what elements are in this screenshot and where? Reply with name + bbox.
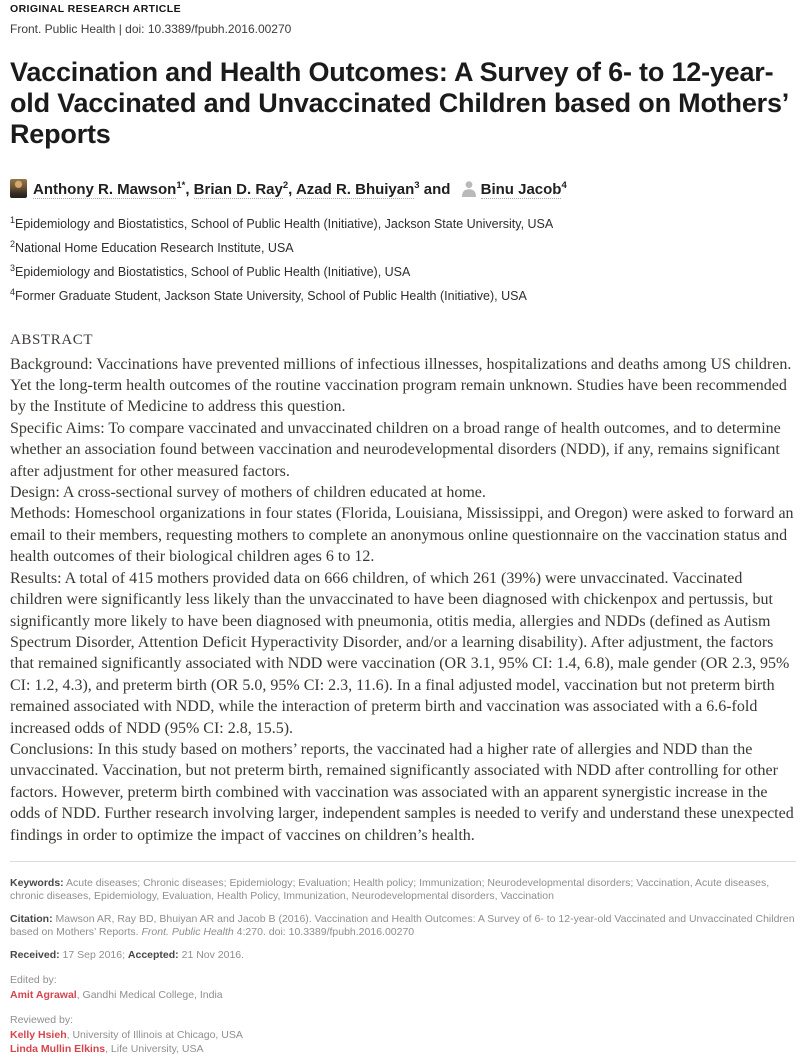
author-affil-ref: 1* [176, 180, 186, 191]
edited-by-label: Edited by: [10, 974, 57, 987]
abstract-paragraph-background: Background: Vaccinations have prevented millions of infectious illnesses, hospitalizations and deaths among US children. Yet the long-term health outcomes of the routine vaccination program remain unknown. Studies have been recommended by the Institute of Medicine to address this question. [10, 355, 792, 416]
abstract-paragraph-design: Design: A cross-sectional survey of mothers of children educated at home. [10, 484, 486, 502]
keywords-text: Acute diseases; Chronic diseases; Epidemiology; Evaluation; Health policy; Immunization; Neurodevelopmental disorders; Vaccination, Acute diseases, chronic diseases, Epidemiology, Evaluation, Health Policy, Immunization, Neurodevelopmental disorders, Vaccination [10, 876, 770, 903]
keywords-block [10, 877, 796, 904]
reviewed-by-block [10, 1014, 796, 1057]
reviewer-line [10, 1043, 796, 1057]
affiliation-text: National Home Education Research Institute, USA [15, 241, 294, 256]
reviewer-line [10, 1029, 796, 1043]
section-divider [10, 861, 796, 862]
received-label: Received: [10, 948, 60, 961]
keywords-label: Keywords: [10, 876, 64, 889]
abstract-heading: ABSTRACT [10, 331, 94, 348]
affiliations-list [10, 210, 796, 307]
citation-suffix: 4:270. doi: 10.3389/fpubh.2016.00270 [233, 926, 415, 939]
person-icon [461, 180, 477, 197]
article-meta [10, 877, 796, 1057]
authors-row [10, 175, 796, 201]
author-name [33, 181, 194, 198]
citation-label: Citation: [10, 912, 53, 925]
reviewer-link[interactable]: Kelly Hsieh [10, 1028, 67, 1041]
accepted-date: 21 Nov 2016. [178, 948, 245, 961]
abstract-paragraph-specific-aims: Specific Aims: To compare vaccinated and unvaccinated children on a broad range of health outcomes, and to determine whether an association found between vaccination and neurodevelopmental disorders (NDD), if any, remains significant after adjustment for other measured factors. [10, 419, 781, 480]
author-link[interactable]: Binu Jacob [480, 181, 562, 198]
author-link[interactable]: Azad R. Bhuiyan [295, 181, 415, 198]
affiliation-number: 2 [10, 239, 16, 250]
affiliation-text: Epidemiology and Biostatistics, School of Public Health (Initiative), USA [15, 265, 411, 280]
author-affil-ref: 3 [414, 180, 420, 191]
author-name [296, 181, 451, 198]
affiliation-line [10, 210, 796, 234]
abstract-paragraph-methods: Methods: Homeschool organizations in four states (Florida, Louisiana, Mississippi, and Oregon) were asked to forward an email to their members, requesting mothers to complete an anonymous online questionnaire on the vaccination status and health outcomes of their biological children ages 6 to 12. [10, 505, 794, 566]
citation-block [10, 913, 796, 940]
editor-link[interactable]: Amit Agrawal [10, 988, 77, 1001]
author-avatar [10, 179, 27, 198]
author-link[interactable]: Anthony R. Mawson [33, 181, 177, 198]
affiliation-line [10, 234, 796, 258]
editor-line [10, 989, 796, 1003]
author-separator: , [288, 181, 296, 198]
editor-affiliation: , Gandhi Medical College, India [76, 988, 223, 1001]
abstract-paragraph-results: Results: A total of 415 mothers provided data on 666 children, of which 261 (39%) were unvaccinated. Vaccinated children were significantly less likely than the unvaccinated to have been diagnosed with chickenpox and pertussis, but significantly more likely to have been diagnosed with pneumonia, otitis media, allergies and NDDs (defined as Autism Spectrum Disorder, Attention Deficit Hyperactivity Disorder, and/or a learning disability). After adjustment, the factors that remained significantly associated with NDD were vaccination (OR 3.1, 95% CI: 1.4, 6.8), male gender (OR 2.3, 95% CI: 1.2, 4.3), and preterm birth (OR 5.0, 95% CI: 2.3, 11.6). In a final adjusted model, vaccination but not preterm birth remained associated with NDD, while the interaction of preterm birth and vaccination was associated with a 6.6-fold increased odds of NDD (95% CI: 2.8, 15.5). [10, 569, 790, 737]
dates-block [10, 949, 796, 963]
author-affil-ref: 2 [282, 180, 289, 191]
journal-doi-line: Front. Public Health | doi: 10.3389/fpubh.2016.00270 [10, 22, 292, 36]
accepted-label: Accepted: [127, 948, 179, 961]
reviewed-by-label: Reviewed by: [10, 1014, 74, 1027]
abstract-paragraph-conclusions: Conclusions: In this study based on mothers’ reports, the vaccinated had a higher rate of allergies and NDD than the unvaccinated. Vaccination, but not preterm birth, remained significantly associated with NDD after controlling for other factors. However, preterm birth combined with vaccination was associated with an apparent synergistic increase in the odds of NDD. Further research involving larger, independent samples is needed to verify and understand these unexpected findings in order to optimize the impact of vaccines on children’s health. [10, 740, 794, 844]
article-type-label: ORIGINAL RESEARCH ARTICLE [10, 3, 182, 15]
affiliation-number: 3 [10, 263, 16, 274]
affiliation-line [10, 258, 796, 282]
author-link[interactable]: Brian D. Ray [193, 181, 283, 198]
affiliation-text: Former Graduate Student, Jackson State University, School of Public Health (Initiative), USA [15, 289, 527, 304]
author-separator: and [419, 181, 451, 198]
citation-journal-name: Front. Public Health [141, 926, 234, 939]
reviewer-affiliation: , Life University, USA [105, 1043, 204, 1056]
reviewer-affiliation: , University of Illinois at Chicago, USA [66, 1028, 243, 1041]
citation-text: Mawson AR, Ray BD, Bhuiyan AR and Jacob B (2016). Vaccination and Health Outcomes: A Survey of 6- to 12-year-old Vaccinated and Unvaccinated Children based on Mothers’ Reports. [10, 912, 795, 939]
author-name [194, 181, 296, 198]
affiliation-number: 1 [10, 215, 16, 225]
abstract-body [10, 354, 796, 846]
author-separator: , [185, 181, 194, 198]
author-name [481, 181, 567, 198]
affiliation-number: 4 [10, 287, 16, 298]
author-affil-ref: 4 [561, 180, 567, 191]
edited-by-block [10, 974, 796, 1002]
affiliation-text: Epidemiology and Biostatistics, School of Public Health (Initiative), Jackson State University, USA [15, 217, 554, 232]
affiliation-line [10, 282, 796, 306]
received-date: 17 Sep 2016; [59, 948, 128, 961]
page-title: Vaccination and Health Outcomes: A Survey of 6- to 12-year-old Vaccinated and Unvaccinated Children based on Mothers’ Reports [10, 57, 788, 149]
reviewer-link[interactable]: Linda Mullin Elkins [10, 1043, 106, 1056]
